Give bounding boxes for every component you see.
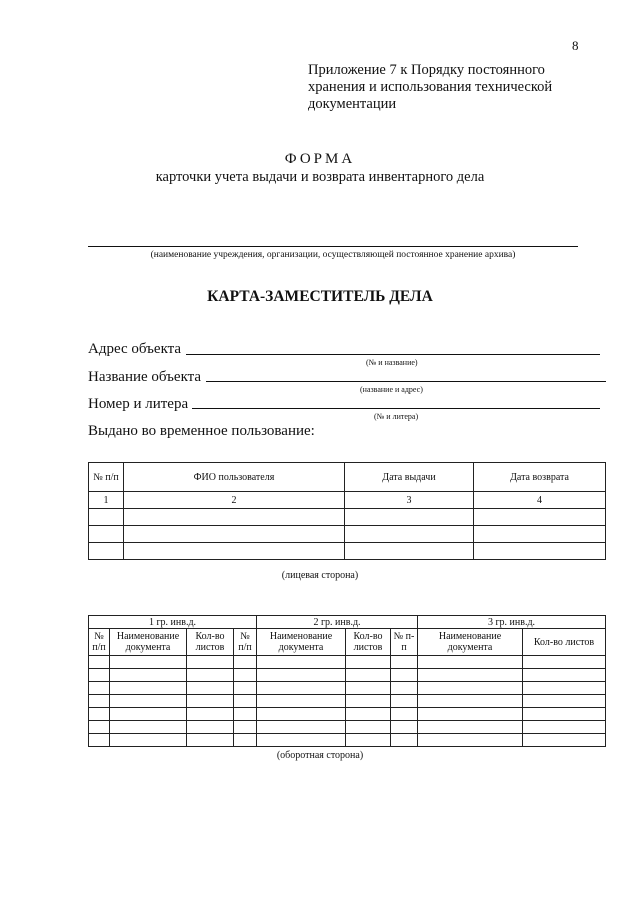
table-cell[interactable] xyxy=(124,509,345,526)
table-cell[interactable] xyxy=(110,708,187,721)
table-cell[interactable] xyxy=(523,734,606,747)
object-name-label: Название объекта xyxy=(88,369,202,385)
appendix-line: Приложение 7 к Порядку постоянного xyxy=(308,62,545,78)
table-cell[interactable] xyxy=(257,669,346,682)
group-header: 1 гр. инв.д. xyxy=(89,616,257,629)
table-cell[interactable] xyxy=(391,669,418,682)
table-cell[interactable] xyxy=(187,708,234,721)
appendix-line: хранения и использования технической xyxy=(308,79,553,95)
table-cell[interactable] xyxy=(391,682,418,695)
table-cell[interactable] xyxy=(234,682,257,695)
address-caption: (№ и название) xyxy=(366,358,418,367)
table-cell[interactable] xyxy=(391,721,418,734)
table-row xyxy=(89,734,606,747)
table-cell[interactable] xyxy=(257,682,346,695)
table-cell[interactable] xyxy=(234,721,257,734)
number-field[interactable] xyxy=(192,408,600,409)
table-cell[interactable] xyxy=(124,526,345,543)
table-cell[interactable] xyxy=(418,682,523,695)
card-title: КАРТА-ЗАМЕСТИТЕЛЬ ДЕЛА xyxy=(207,288,433,305)
index-cell: 1 xyxy=(89,492,124,509)
group-header: 2 гр. инв.д. xyxy=(257,616,418,629)
table-cell[interactable] xyxy=(391,734,418,747)
object-name-caption: (название и адрес) xyxy=(360,385,423,394)
table-cell[interactable] xyxy=(345,526,474,543)
table-index-row xyxy=(89,492,606,509)
table-row xyxy=(89,669,606,682)
table-row xyxy=(89,682,606,695)
appendix-note xyxy=(308,62,552,113)
table-cell[interactable] xyxy=(89,721,110,734)
col-header-number: № п-п xyxy=(391,629,418,656)
table-cell[interactable] xyxy=(474,509,606,526)
table-cell[interactable] xyxy=(418,721,523,734)
table-cell[interactable] xyxy=(187,656,234,669)
col-header-sheets: Кол-во листов xyxy=(187,629,234,656)
address-field[interactable] xyxy=(186,354,600,355)
table-cell[interactable] xyxy=(346,656,391,669)
table-cell[interactable] xyxy=(257,656,346,669)
table-cell[interactable] xyxy=(474,526,606,543)
table-cell[interactable] xyxy=(187,682,234,695)
col-header-doc-name: Наименование документа xyxy=(110,629,187,656)
table-cell[interactable] xyxy=(391,695,418,708)
table-cell[interactable] xyxy=(474,543,606,560)
table-row xyxy=(89,708,606,721)
table-cell[interactable] xyxy=(234,695,257,708)
number-caption: (№ и литера) xyxy=(374,412,419,421)
table-cell[interactable] xyxy=(110,721,187,734)
table-cell[interactable] xyxy=(89,656,110,669)
col-header-sheets: Кол-во листов xyxy=(523,629,606,656)
table-cell[interactable] xyxy=(346,708,391,721)
table-cell[interactable] xyxy=(523,708,606,721)
table-cell[interactable] xyxy=(89,695,110,708)
index-cell: 3 xyxy=(345,492,474,509)
table-cell[interactable] xyxy=(257,734,346,747)
table-cell[interactable] xyxy=(418,669,523,682)
table-cell[interactable] xyxy=(89,526,124,543)
table-cell[interactable] xyxy=(391,708,418,721)
table-cell[interactable] xyxy=(523,682,606,695)
back-side-table xyxy=(88,615,606,747)
table-cell[interactable] xyxy=(110,734,187,747)
table-cell[interactable] xyxy=(110,682,187,695)
table-cell[interactable] xyxy=(257,695,346,708)
table-row xyxy=(89,721,606,734)
table-cell[interactable] xyxy=(523,656,606,669)
organization-caption: (наименование учреждения, организации, осуществляющей постоянное хранение архива) xyxy=(150,250,516,260)
address-label: Адрес объекта xyxy=(88,341,182,357)
table-cell[interactable] xyxy=(89,509,124,526)
table-cell[interactable] xyxy=(418,708,523,721)
table-cell[interactable] xyxy=(187,695,234,708)
table-cell[interactable] xyxy=(345,543,474,560)
table-cell[interactable] xyxy=(110,656,187,669)
table-cell[interactable] xyxy=(346,695,391,708)
table-cell[interactable] xyxy=(523,695,606,708)
table-cell[interactable] xyxy=(89,669,110,682)
col-header-number: № п/п xyxy=(89,629,110,656)
form-subtitle: карточки учета выдачи и возврата инвентарного дела xyxy=(155,169,485,185)
col-header-doc-name: Наименование документа xyxy=(418,629,523,656)
table-cell[interactable] xyxy=(418,695,523,708)
column-header-row xyxy=(89,629,606,656)
table-cell[interactable] xyxy=(89,734,110,747)
organization-line[interactable] xyxy=(88,246,578,247)
table-cell[interactable] xyxy=(257,721,346,734)
col-header-number: № п/п xyxy=(89,463,124,492)
appendix-line: документации xyxy=(308,96,397,112)
table-cell[interactable] xyxy=(523,669,606,682)
group-header-row xyxy=(89,616,606,629)
table-cell[interactable] xyxy=(89,708,110,721)
table-row xyxy=(89,543,606,560)
table-cell[interactable] xyxy=(187,734,234,747)
table-row xyxy=(89,656,606,669)
group-header: 3 гр. инв.д. xyxy=(418,616,606,629)
col-header-user-name: ФИО пользователя xyxy=(124,463,345,492)
table-cell[interactable] xyxy=(391,656,418,669)
col-header-return-date: Дата возврата xyxy=(474,463,606,492)
index-cell: 4 xyxy=(474,492,606,509)
table-cell[interactable] xyxy=(187,669,234,682)
table-cell[interactable] xyxy=(234,708,257,721)
table-cell[interactable] xyxy=(110,669,187,682)
table-cell[interactable] xyxy=(346,669,391,682)
col-header-sheets: Кол-во листов xyxy=(346,629,391,656)
col-header-number: № п/п xyxy=(234,629,257,656)
table-cell[interactable] xyxy=(89,682,110,695)
table-cell[interactable] xyxy=(234,734,257,747)
table-cell[interactable] xyxy=(346,721,391,734)
table-cell[interactable] xyxy=(346,682,391,695)
front-side-table xyxy=(88,462,606,560)
table-row xyxy=(89,526,606,543)
table-cell[interactable] xyxy=(346,734,391,747)
front-side-caption: (лицевая сторона) xyxy=(281,570,359,581)
table-row xyxy=(89,509,606,526)
page-number: 8 xyxy=(572,38,579,53)
col-header-doc-name: Наименование документа xyxy=(257,629,346,656)
table-row xyxy=(89,695,606,708)
object-name-field[interactable] xyxy=(206,381,606,382)
table-cell[interactable] xyxy=(418,734,523,747)
table-cell[interactable] xyxy=(234,669,257,682)
table-cell[interactable] xyxy=(523,721,606,734)
table-cell[interactable] xyxy=(234,656,257,669)
issued-label: Выдано во временное пользование: xyxy=(88,423,315,439)
table-cell[interactable] xyxy=(418,656,523,669)
index-cell: 2 xyxy=(124,492,345,509)
form-title: ФОРМА xyxy=(284,151,356,167)
table-cell[interactable] xyxy=(110,695,187,708)
table-cell[interactable] xyxy=(187,721,234,734)
table-cell[interactable] xyxy=(89,543,124,560)
table-cell[interactable] xyxy=(345,509,474,526)
back-side-caption: (оборотная сторона) xyxy=(276,750,364,761)
col-header-issue-date: Дата выдачи xyxy=(345,463,474,492)
table-cell[interactable] xyxy=(257,708,346,721)
number-label: Номер и литера xyxy=(88,396,189,412)
table-header-row xyxy=(89,463,606,492)
table-cell[interactable] xyxy=(124,543,345,560)
